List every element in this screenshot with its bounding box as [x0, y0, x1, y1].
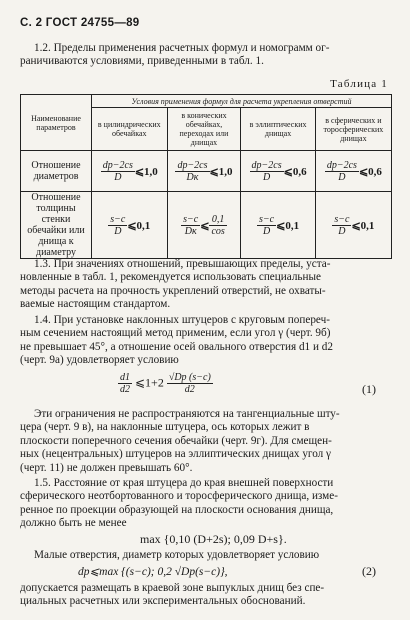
paragraph-restrictions: [20, 408, 392, 475]
conditions-table: [20, 94, 392, 259]
paragraph-1-4: [20, 314, 392, 368]
text-line: должно быть не менее: [20, 517, 127, 530]
paragraph-small-openings: [20, 549, 392, 562]
cell-r1-c3: $\frac{dр-2cs}{D}$ ⩽0,6: [241, 151, 315, 192]
cell-r1-c2: $\frac{dр-2cs}{Dк}$ ⩽1,0: [167, 151, 241, 192]
text-line: допускается размещать в краевой зоне выпуклых днищ без спе-: [20, 582, 325, 594]
cell-r2-c1: $\frac{s-c}{D}$ ⩽0,1: [91, 192, 167, 259]
cell-r1-c1: $\frac{dр-2cs}{D}$ ⩽1,0: [91, 151, 167, 192]
page-header: С. 2 ГОСТ 24755—89: [20, 17, 140, 29]
row-label-thickness: Отношение толщины стенки обечайки или днища к диаметру: [21, 192, 92, 259]
text-line: (черт. 9а) удовлетворяет условию: [20, 354, 179, 367]
paragraph-1-3: [20, 258, 392, 312]
text-line: ным сечением настоящий метод применим, если угол γ (черт. 9б): [20, 327, 331, 340]
equation-number-1: (1): [362, 382, 376, 396]
paragraph-end: [20, 582, 392, 609]
text-line: новленные в табл. 1, рекомендуется использовать специальные: [20, 271, 321, 284]
text-line: (черт. 11) не должен превышать 60°.: [20, 461, 193, 474]
text-line: сферического неотбортованного и торосферического днища, изме-: [20, 490, 338, 503]
formula-2: dр⩽max {(s−c); 0,2 √Dр(s−c)},: [78, 566, 228, 578]
text-line: не превышает 45°, а отношение осей овального отверстия d1 и d2: [20, 340, 333, 353]
text-line: цера (черт. 9 в), на наклонные штуцера, ось которых лежит в: [20, 421, 310, 434]
table-caption: Таблица 1: [330, 78, 388, 90]
subheader-conical: в конических обечайках, переходах или днищах: [167, 108, 241, 151]
formula-1: $\frac{d1}{d2}$ ⩽1+2 $\frac{√Dр (s-c)}{d2}$: [120, 372, 211, 395]
text-line: раничиваются условиями, приведенными в табл. 1.: [20, 55, 264, 68]
text-line: ренное по проекции образующей на плоскости основания днища,: [20, 503, 334, 516]
text-line: ных (нецентральных) штуцеров на эллиптических днищах угол γ: [20, 448, 331, 461]
subheader-elliptic: в эллиптических днищах: [241, 108, 315, 151]
cell-r2-c4: $\frac{s-c}{D}$ ⩽0,1: [315, 192, 391, 259]
group-header: Условия применения формул для расчета укрепления отверстий: [91, 95, 391, 108]
text-line: Малые отверстия, диаметр которых удовлетворяет условию: [34, 549, 320, 561]
text-line: методы расчета на прочность укреплений отверстий, не охваты-: [20, 284, 326, 297]
text-line: 1.2. Пределы применения расчетных формул и номограмм ог-: [34, 42, 330, 54]
text-line: циальных расчетных или экспериментальных обоснований.: [20, 595, 306, 608]
text-line: 1.5. Расстояние от края штуцера до края внешней поверхности: [34, 477, 334, 489]
text-line: ваемые настоящим стандартом.: [20, 298, 171, 311]
formula-max: max {0,10 (D+2s); 0,09 D+s}.: [140, 532, 287, 546]
paragraph-1-5: [20, 477, 392, 531]
paragraph-1-2: [20, 42, 392, 69]
row-label-diameters: Отношение диаметров: [21, 151, 92, 192]
subheader-cylindrical: в цилиндрических обечайках: [91, 108, 167, 151]
text-line: плоскости поперечного сечения обечайки (черт. 9г). Для смещен-: [20, 434, 332, 447]
cell-r1-c4: $\frac{dр-2cs}{D}$ ⩽0,6: [315, 151, 391, 192]
col-header-parameters: Наименование параметров: [21, 95, 92, 151]
text-line: Эти ограничения не распространяются на тангенциальные шту-: [34, 408, 340, 420]
subheader-spherical: в сферических и торосферических днищах: [315, 108, 391, 151]
text-line: 1.3. При значениях отношений, превышающих пределы, уста-: [34, 258, 331, 270]
cell-r2-c2: $\frac{s-c}{Dк}$ ⩽ $\frac{0,1}{\cos}$: [167, 192, 241, 259]
cell-r2-c3: $\frac{s-c}{D}$ ⩽0,1: [241, 192, 315, 259]
text-line: 1.4. При установке наклонных штуцеров с круговым попереч-: [34, 314, 330, 326]
equation-number-2: (2): [362, 564, 376, 578]
